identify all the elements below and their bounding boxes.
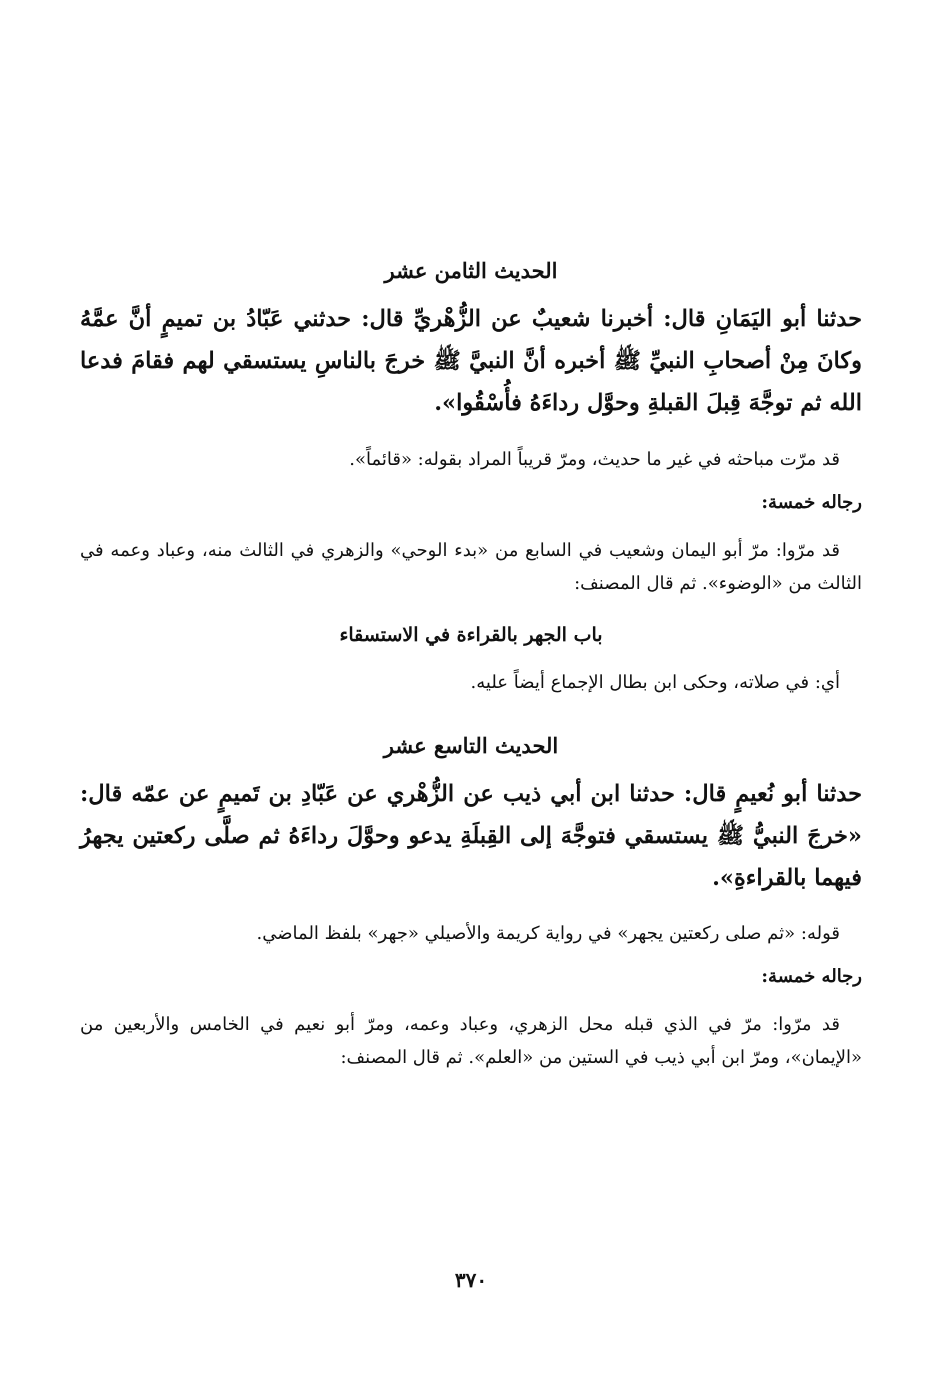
narrators-text-2: قد مرّوا: مرّ في الذي قبله محل الزهري، وعباد وعمه، ومرّ أبو نعيم في الخامس والأربعين من «الإيمان»، ومرّ ابن أبي ذيب في الستين من «العلم». ثم قال المصنف:: [80, 1014, 862, 1068]
book-page: [80, 0, 862, 1376]
hadith-18-title: الحديث الثامن عشر: [384, 258, 558, 283]
narrators-label-2: رجاله خمسة:: [761, 966, 862, 987]
hadith-18-text: حدثنا أبو اليَمَانِ قال: أخبرنا شعيبٌ عن الزُّهْريِّ قال: حدثني عَبّادُ بن تميمٍ أنَّ عمَّهُ وكانَ مِنْ أصحابِ النبيِّ ﷺ أخبره أنَّ النبيَّ ﷺ خرجَ بالناسِ يستسقي لهم فقامَ فدعا الله ثم توجَّهَ قِبلَ القبلةِ وحوَّل رداءَهُ فأُسْقُوا».: [80, 306, 862, 416]
chapter-title: باب الجهر بالقراءة في الاستسقاء: [339, 624, 603, 646]
hadith-18-commentary: قد مرّت مباحثه في غير ما حديث، ومرّ قريباً المراد بقوله: «قائماً».: [349, 449, 840, 470]
chapter-commentary: أي: في صلاته، وحكى ابن بطال الإجماع أيضاً عليه.: [470, 672, 840, 693]
hadith-19-commentary: قوله: «ثم صلى ركعتين يجهر» في رواية كريمة والأصيلي «جهر» بلفظ الماضي.: [256, 923, 840, 944]
narrators-text-1: قد مرّوا: مرّ أبو اليمان وشعيب في السابع من «بدء الوحي» والزهري في الثالث منه، وعباد وعمه في الثالث من «الوضوء». ثم قال المصنف:: [80, 540, 862, 594]
hadith-19-text: حدثنا أبو نُعيمٍ قال: حدثنا ابن أبي ذيب عن الزُّهْري عن عَبّادِ بن تَميمٍ عن عمّه قال: «خرجَ النبيُّ ﷺ يستسقي فتوجَّهَ إلى القِبلَةِ يدعو وحوَّلَ رداءَهُ ثم صلَّى ركعتين يجهرُ فيهما بالقراءةِ».: [80, 781, 862, 891]
hadith-19-title: الحديث التاسع عشر: [383, 733, 559, 758]
narrators-label-1: رجاله خمسة:: [761, 492, 862, 513]
page-number: ٣٧٠: [454, 1268, 488, 1292]
